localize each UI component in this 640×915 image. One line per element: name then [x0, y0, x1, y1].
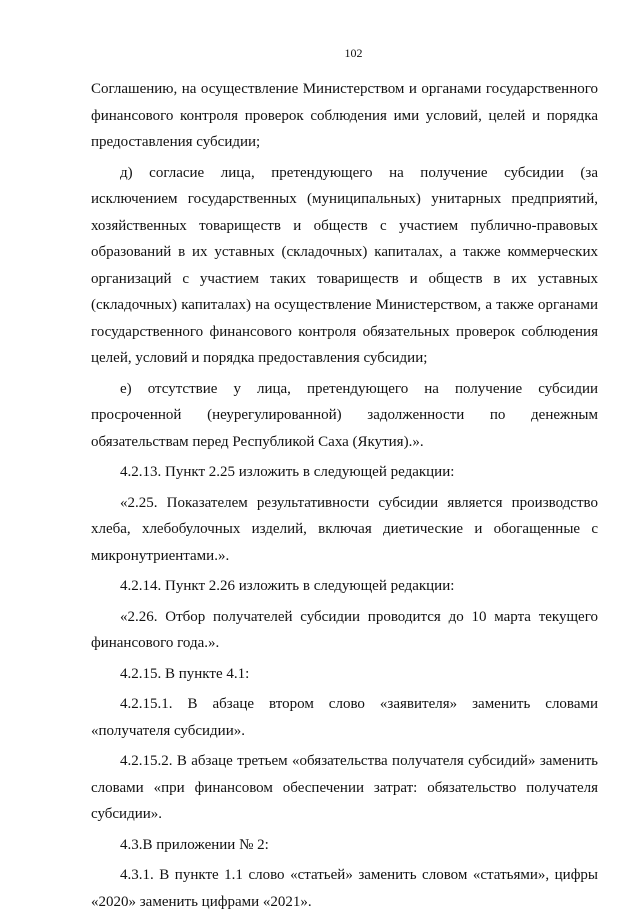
paragraph-4-2-15: 4.2.15. В пункте 4.1: [120, 665, 250, 682]
paragraph-item-e: е) отсутствие у лица, претендующего на получение субсидии просроченной (неурегулированной) задолженности по денежным обязательствам перед Республикой Саха (Якутия).». [91, 380, 598, 450]
paragraph-4-3: 4.3.В приложении № 2: [120, 836, 269, 853]
paragraph-4-2-13: 4.2.13. Пункт 2.25 изложить в следующей редакции: [120, 464, 455, 480]
paragraph-continuation: Соглашению, на осуществление Министерством и органами государственного финансового контроля проверок соблюдения ими условий, целей и порядка предоставления субсидии; [91, 81, 598, 150]
paragraph-4-2-14: 4.2.14. Пункт 2.26 изложить в следующей редакции: [120, 578, 455, 594]
paragraph-2-26: «2.26. Отбор получателей субсидии проводится до 10 марта текущего финансового года.». [91, 608, 598, 651]
paragraph-4-3-1: 4.3.1. В пункте 1.1 слово «статьей» заменить словом «статьями», цифры «2020» заменить цифрами «2021». [91, 867, 598, 910]
paragraph-item-d: д) согласие лица, претендующего на получение субсидии (за исключением государственных (муниципальных) унитарных предприятий, хозяйственных товариществ и обществ с участием публично-правовых образований в их уставных (складочных) капиталах, а также коммерческих организаций с участием таких товариществ и обществ в их уставных (складочных) капиталах) на осуществление Министерством, а также органами государственного финансового контроля обязательных проверок соблюдения целей, условий и порядка предоставления субсидии; [91, 164, 598, 366]
paragraph-2-25: «2.25. Показателем результативности субсидии является производство хлеба, хлебобулочных изделий, включая диетические и обогащенные с микронутриентами.». [91, 494, 598, 564]
page-number: 102 [344, 46, 363, 60]
paragraph-4-2-15-1: 4.2.15.1. В абзаце втором слово «заявителя» заменить словами «получателя субсидии». [91, 696, 598, 739]
paragraph-4-2-15-2: 4.2.15.2. В абзаце третьем «обязательства получателя субсидий» заменить словами «при финансовом обеспечении затрат: обязательство получателя субсидии». [91, 753, 598, 822]
